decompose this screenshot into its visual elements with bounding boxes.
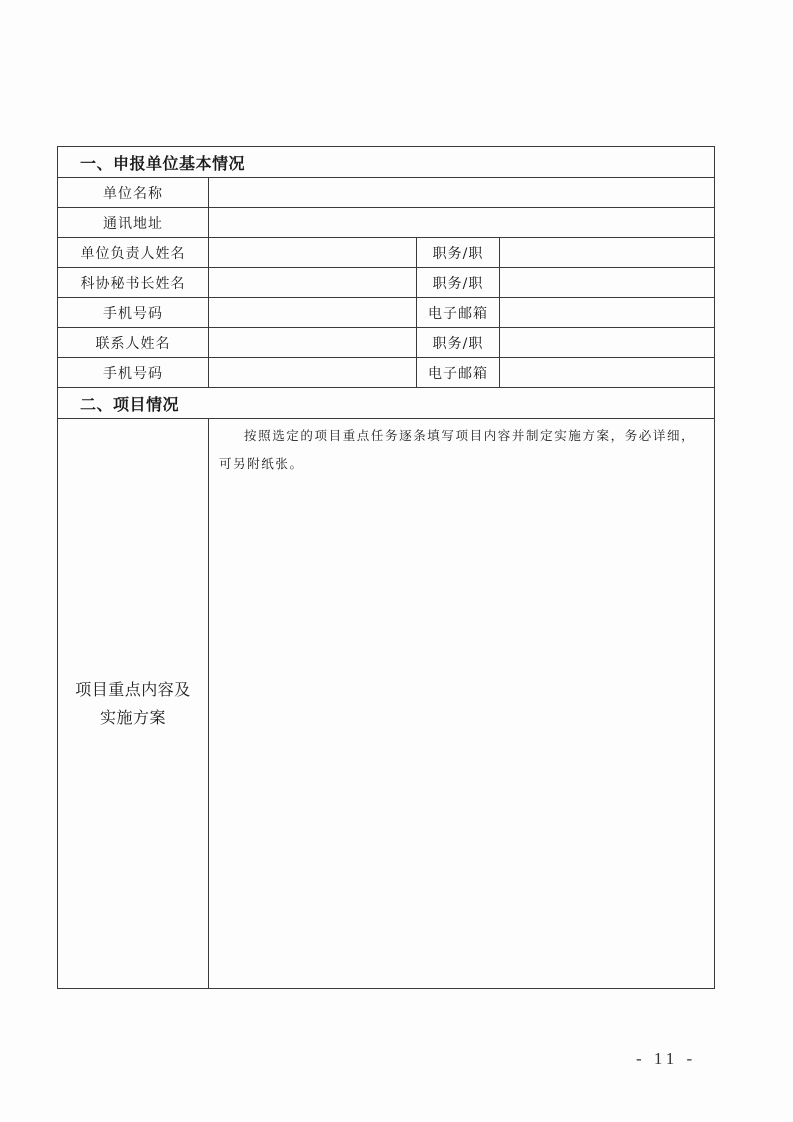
unit-leader-position-field[interactable] bbox=[500, 238, 715, 268]
secretary-general-name-label: 科协秘书长姓名 bbox=[58, 268, 209, 298]
contact-email-field[interactable] bbox=[500, 358, 715, 388]
unit-name-label: 单位名称 bbox=[58, 178, 209, 208]
application-form-table bbox=[57, 146, 715, 989]
secretary-phone-label: 手机号码 bbox=[58, 298, 209, 328]
unit-leader-name-field[interactable] bbox=[209, 238, 417, 268]
contact-phone-label: 手机号码 bbox=[58, 358, 209, 388]
contact-name-field[interactable] bbox=[209, 328, 417, 358]
secretary-general-name-field[interactable] bbox=[209, 268, 417, 298]
project-content-label-line2: 实施方案 bbox=[99, 707, 166, 727]
project-content-instruction: 按照选定的项目重点任务逐条填写项目内容并制定实施方案，务必详细，可另附纸张。 bbox=[219, 428, 696, 471]
page-number: - 11 - bbox=[636, 1049, 697, 1068]
contact-phone-field[interactable] bbox=[209, 358, 417, 388]
secretary-general-position-label: 职务/职 bbox=[417, 268, 500, 298]
secretary-email-field[interactable] bbox=[500, 298, 715, 328]
project-content-field[interactable] bbox=[209, 419, 715, 989]
section-title-project-info: 二、项目情况 bbox=[58, 388, 715, 419]
contact-name-label: 联系人姓名 bbox=[58, 328, 209, 358]
unit-name-field[interactable] bbox=[209, 178, 715, 208]
secretary-general-position-field[interactable] bbox=[500, 268, 715, 298]
unit-leader-name-label: 单位负责人姓名 bbox=[58, 238, 209, 268]
section-title-basic-info: 一、申报单位基本情况 bbox=[58, 147, 715, 178]
mailing-address-label: 通讯地址 bbox=[58, 208, 209, 238]
secretary-email-label: 电子邮箱 bbox=[417, 298, 500, 328]
secretary-phone-field[interactable] bbox=[209, 298, 417, 328]
contact-position-field[interactable] bbox=[500, 328, 715, 358]
mailing-address-field[interactable] bbox=[209, 208, 715, 238]
contact-position-label: 职务/职 bbox=[417, 328, 500, 358]
project-content-label bbox=[58, 419, 209, 989]
unit-leader-position-label: 职务/职 bbox=[417, 238, 500, 268]
project-content-label-line1: 项目重点内容及 bbox=[75, 679, 191, 699]
contact-email-label: 电子邮箱 bbox=[417, 358, 500, 388]
